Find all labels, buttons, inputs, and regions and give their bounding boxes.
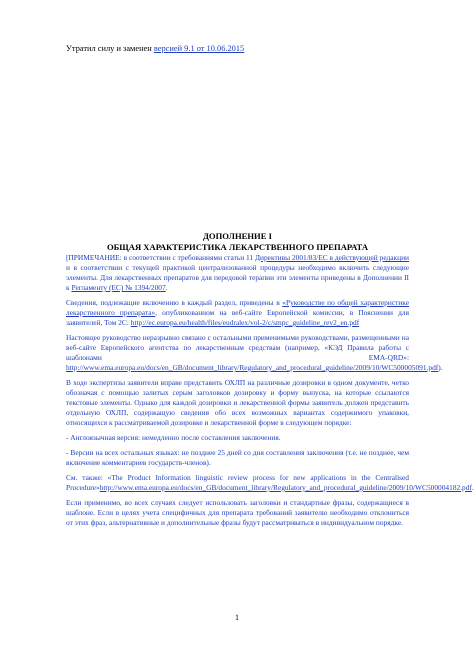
note-text-1: [ПРИМЕЧАНИЕ: в соответствии с требованиями статьи 11	[66, 253, 255, 262]
english-version-item: - Англоязычная версия: немедленно после составления заключения.	[66, 433, 281, 442]
status-text: Утратил силу и заменен	[66, 44, 154, 53]
see-also-text-2: .	[471, 483, 474, 492]
strengths-paragraph: В ходе экспертизы заявители вправе представить ОХЛП на различные дозировки в одном документе, четко обозначая с помощью залитых серым заголовков дозировку и форму выпуска, на которые ссылаются текстовые элементы. Однако для каждой дозировки и лекарственной формы заявитель должен представить отдельную ОХЛП, содержащую сведения обо всех возможных вариантах содержимого упаковки, относящихся к рассматриваемой дозировке и лекарственной форме в следующем порядке:	[66, 378, 409, 427]
other-languages-item: - Версии на всех остальных языках: не позднее 25 дней со дня составления заключения (т.е. не позднее, чем включение комментариев государств-членов).	[66, 448, 409, 467]
newer-version-link[interactable]: версией 9.1 от 10.06.2015	[153, 44, 245, 53]
heading-annex: ДОПОЛНЕНИЕ I	[203, 231, 272, 241]
note-text-2: и в соответствии с текущей практикой централизованной процедуры необходимо включить следующие элементы. Для лекарственных препаратов для передовой терапии эти элементы приведены в Дополнении II к	[66, 263, 409, 292]
page-number: 1	[235, 613, 239, 622]
guidance-paragraph	[66, 298, 409, 328]
smpc-guideline-link[interactable]: «Руководстве по общей характеристике лекарственного препарата»	[66, 298, 409, 317]
heading-title: ОБЩАЯ ХАРАКТЕРИСТИКА ЛЕКАРСТВЕННОГО ПРЕПАРАТА	[106, 242, 369, 252]
linguistic-review-link[interactable]: http://www.ema.europa.eu/docs/en_GB/document_library/Regulatory_and_procedural_guideline/2009/10/WC500004182.pdf	[99, 483, 472, 492]
smpc-guideline-url-link[interactable]: http://ec.europa.eu/health/files/eudralex/vol-2/c/smpc_guideline_rev2_en.pdf	[130, 318, 360, 327]
related-text-2: ).	[438, 363, 443, 372]
note-paragraph	[66, 253, 409, 293]
related-text-1: Настоящее руководство неразрывно связано с остальными применимыми руководствами, размещенными на веб-сайте Европейского агентства по лекарственным средствам (например, «КЭД Правила работы с шаблонами EMA-QRD»:	[66, 333, 409, 362]
status-line	[66, 44, 244, 54]
qrd-convention-link[interactable]: http://www.ema.europa.eu/docs/en_GB/document_library/Regulatory_and_procedural_guideline/2009/10/WC500005091.pdf	[66, 363, 439, 372]
standard-phrases-paragraph: Если применимо, во всех случаях следует использовать заголовки и стандартные фразы, содержащиеся в шаблоне. Если в целях учета специфичных для препарата требований заявителю необходимо отклониться от этих фраз, альтернативные и дополнительные фразы будут рассматриваться в индивидуальном порядке.	[66, 498, 409, 527]
section-heading	[66, 231, 409, 253]
see-also-paragraph	[66, 473, 474, 493]
related-guidance-paragraph	[66, 333, 443, 373]
guidance-text-2: , опубликованном на веб-сайте Европейской комиссии, в Пояснении для заявителей, Том 2С:	[66, 308, 409, 327]
note-text-3: .	[165, 283, 168, 292]
directive-link[interactable]: Директивы 2001/83/ЕС в действующей редакции	[254, 253, 409, 262]
regulation-link[interactable]: Регламенту (ЕС) № 1394/2007	[71, 283, 166, 292]
guidance-text-1: Сведения, подлежащие включению в каждый раздел, приведены в	[66, 298, 283, 307]
see-also-text-1: См. также: «The Product Information linguistic review process for new applications in the Centralised Procedure»	[66, 473, 409, 492]
document-body	[66, 253, 474, 533]
